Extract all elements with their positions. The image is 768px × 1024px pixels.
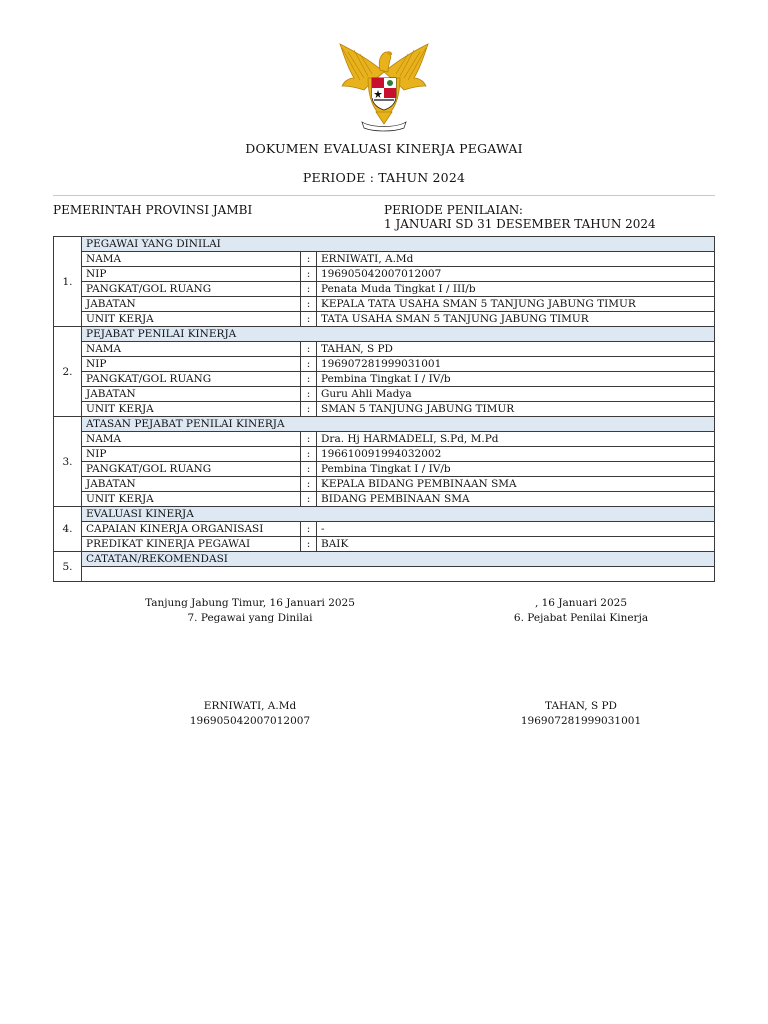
right-signature-place-date: , 16 Januari 2025 xyxy=(534,597,628,609)
field-colon: : xyxy=(301,462,317,477)
field-colon: : xyxy=(301,267,317,282)
section-header-row xyxy=(54,507,715,522)
notes-cell xyxy=(82,567,715,582)
field-value: TATA USAHA SMAN 5 TANJUNG JABUNG TIMUR xyxy=(317,312,715,327)
field-label: JABATAN xyxy=(82,387,301,402)
field-value: Guru Ahli Madya xyxy=(317,387,715,402)
field-colon: : xyxy=(301,372,317,387)
field-value: SMAN 5 TANJUNG JABUNG TIMUR xyxy=(317,402,715,417)
table-row xyxy=(54,522,715,537)
section-header-row xyxy=(54,237,715,252)
field-label: NAMA xyxy=(82,342,301,357)
field-value: Dra. Hj HARMADELI, S.Pd, M.Pd xyxy=(317,432,715,447)
table-row xyxy=(54,462,715,477)
field-label: PANGKAT/GOL RUANG xyxy=(82,282,301,297)
organization-name: PEMERINTAH PROVINSI JAMBI xyxy=(53,203,253,217)
field-label: NAMA xyxy=(82,252,301,267)
field-label: NIP xyxy=(82,447,301,462)
field-colon: : xyxy=(301,492,317,507)
section-title: EVALUASI KINERJA xyxy=(82,507,715,522)
assessment-period xyxy=(384,203,656,231)
left-signature-role: 7. Pegawai yang Dinilai xyxy=(187,612,313,624)
section-number: 3. xyxy=(54,417,82,507)
right-signature-role: 6. Pejabat Penilai Kinerja xyxy=(513,612,649,624)
section-number: 4. xyxy=(54,507,82,552)
field-value: Pembina Tingkat I / IV/b xyxy=(317,372,715,387)
field-label: JABATAN xyxy=(82,297,301,312)
section-title: PEJABAT PENILAI KINERJA xyxy=(82,327,715,342)
assessment-period-value: 1 JANUARI SD 31 DESEMBER TAHUN 2024 xyxy=(384,217,656,231)
assessment-period-label: PERIODE PENILAIAN: xyxy=(384,203,523,217)
table-row xyxy=(54,357,715,372)
field-label: UNIT KERJA xyxy=(82,312,301,327)
field-colon: : xyxy=(301,252,317,267)
table-row xyxy=(54,267,715,282)
field-colon: : xyxy=(301,537,317,552)
table-row xyxy=(54,297,715,312)
field-label: PANGKAT/GOL RUANG xyxy=(82,372,301,387)
section-number: 1. xyxy=(54,237,82,327)
table-row xyxy=(54,492,715,507)
right-signature-nip: 196907281999031001 xyxy=(520,715,642,727)
left-signature-nip: 196905042007012007 xyxy=(189,715,311,727)
field-value: KEPALA BIDANG PEMBINAAN SMA xyxy=(317,477,715,492)
garuda-emblem-icon xyxy=(334,42,434,132)
field-colon: : xyxy=(301,522,317,537)
section-number: 2. xyxy=(54,327,82,417)
table-row xyxy=(54,387,715,402)
field-value: BIDANG PEMBINAAN SMA xyxy=(317,492,715,507)
field-value: 196610091994032002 xyxy=(317,447,715,462)
section-title: ATASAN PEJABAT PENILAI KINERJA xyxy=(82,417,715,432)
field-value: ERNIWATI, A.Md xyxy=(317,252,715,267)
left-signature-name: ERNIWATI, A.Md xyxy=(203,700,297,712)
field-colon: : xyxy=(301,432,317,447)
section-header-row xyxy=(54,417,715,432)
table-row xyxy=(54,402,715,417)
field-label: CAPAIAN KINERJA ORGANISASI xyxy=(82,522,301,537)
empty-notes-row xyxy=(54,567,715,582)
right-signature-name: TAHAN, S PD xyxy=(545,700,617,712)
field-label: UNIT KERJA xyxy=(82,492,301,507)
field-colon: : xyxy=(301,387,317,402)
field-value: KEPALA TATA USAHA SMAN 5 TANJUNG JABUNG TIMUR xyxy=(317,297,715,312)
left-signature-place-date: Tanjung Jabung Timur, 16 Januari 2025 xyxy=(145,597,355,609)
field-label: NIP xyxy=(82,267,301,282)
table-row xyxy=(54,432,715,447)
document-period: PERIODE : TAHUN 2024 xyxy=(302,170,466,185)
table-row xyxy=(54,282,715,297)
field-colon: : xyxy=(301,447,317,462)
document-title: DOKUMEN EVALUASI KINERJA PEGAWAI xyxy=(245,141,523,156)
table-row xyxy=(54,252,715,267)
table-row xyxy=(54,312,715,327)
section-header-row xyxy=(54,552,715,567)
evaluation-table xyxy=(53,236,715,582)
field-value: Penata Muda Tingkat I / III/b xyxy=(317,282,715,297)
field-value: - xyxy=(317,522,715,537)
section-number: 5. xyxy=(54,552,82,582)
header-divider xyxy=(53,195,715,196)
section-title: PEGAWAI YANG DINILAI xyxy=(82,237,715,252)
field-label: NAMA xyxy=(82,432,301,447)
section-title: CATATAN/REKOMENDASI xyxy=(82,552,715,567)
section-header-row xyxy=(54,327,715,342)
field-label: NIP xyxy=(82,357,301,372)
field-colon: : xyxy=(301,357,317,372)
field-colon: : xyxy=(301,477,317,492)
field-colon: : xyxy=(301,282,317,297)
table-row xyxy=(54,477,715,492)
field-value: 196905042007012007 xyxy=(317,267,715,282)
table-row xyxy=(54,537,715,552)
table-row xyxy=(54,447,715,462)
field-value: BAIK xyxy=(317,537,715,552)
field-colon: : xyxy=(301,342,317,357)
field-colon: : xyxy=(301,312,317,327)
field-label: JABATAN xyxy=(82,477,301,492)
field-label: PREDIKAT KINERJA PEGAWAI xyxy=(82,537,301,552)
table-row xyxy=(54,342,715,357)
field-colon: : xyxy=(301,297,317,312)
field-colon: : xyxy=(301,402,317,417)
table-row xyxy=(54,372,715,387)
field-value: TAHAN, S PD xyxy=(317,342,715,357)
field-value: Pembina Tingkat I / IV/b xyxy=(317,462,715,477)
field-value: 196907281999031001 xyxy=(317,357,715,372)
field-label: PANGKAT/GOL RUANG xyxy=(82,462,301,477)
field-label: UNIT KERJA xyxy=(82,402,301,417)
